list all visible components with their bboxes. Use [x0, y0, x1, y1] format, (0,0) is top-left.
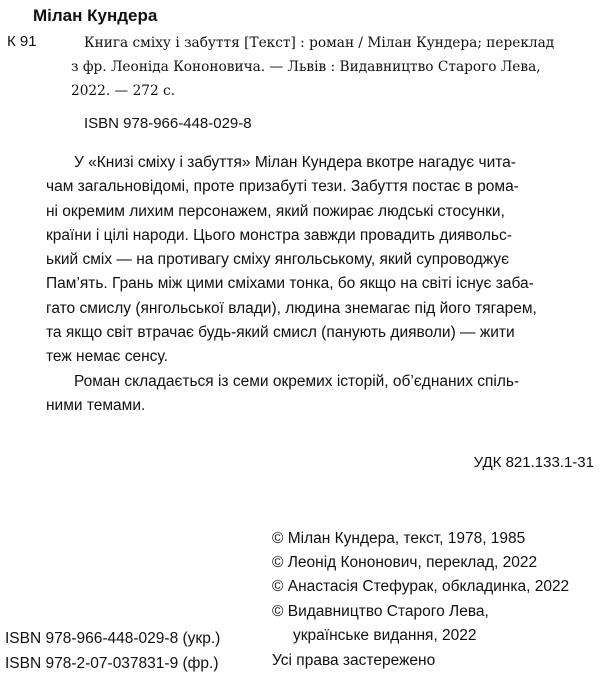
annotation-line: чам загальновідомі, проте призабуті тези. Забуття постає в рома-: [46, 178, 519, 196]
annotation-line: гато смислу (янгольської влади), людина знемагає під його тягарем,: [46, 299, 537, 317]
catalog-code: К 91: [7, 33, 37, 50]
author-name: Мілан Кундера: [33, 6, 158, 25]
bibliographic-line: Книга сміху і забуття [Текст] : роман / Мілан Кундера; переклад: [84, 35, 555, 51]
annotation-line: теж немає сенсу.: [46, 348, 168, 366]
copyright-line: © Видавництво Старого Лева,: [272, 602, 489, 620]
copyright-line: © Леонід Кононович, переклад, 2022: [272, 554, 538, 572]
annotation-line: ький сміх — на противагу сміху янгольському, який супроводжує: [46, 251, 510, 269]
isbn-list: [5, 627, 220, 676]
annotation-line: ними темами.: [46, 396, 146, 414]
all-rights-reserved: Усі права застережено: [272, 652, 436, 669]
bibliographic-line: 2022. — 272 с.: [71, 83, 176, 99]
udk-code: УДК 821.133.1-31: [473, 454, 594, 471]
annotation-line: Пам’ять. Грань між цими сміхами тонка, бо якщо на світі існує заба-: [46, 275, 534, 293]
copyright-line: © Анастасія Стефурак, обкладинка, 2022: [272, 578, 570, 596]
annotation-line: ні окремим лихим персонажем, який пожирає людські стосунки,: [46, 202, 505, 220]
annotation: [46, 151, 596, 418]
copyright-line: українське видання, 2022: [293, 626, 477, 644]
annotation-line: Роман складається із семи окремих історій, об’єднаних спіль-: [74, 372, 520, 390]
isbn-french: ISBN 978-2-07-037831-9 (фр.): [5, 654, 219, 672]
isbn-ukrainian: ISBN 978-966-448-029-8 (укр.): [5, 630, 221, 647]
annotation-line: країни і цілі народи. Цього монстра завжди провадить диявольс-: [46, 226, 512, 244]
copyright-block: [272, 527, 569, 648]
bibliographic-record: [71, 31, 594, 103]
bibliographic-line: з фр. Леоніда Кононовича. — Львів : Видавництво Старого Лева,: [71, 59, 541, 75]
annotation-line: та якщо світ втрачає будь-який смисл (панують дияволи) — жити: [46, 324, 515, 342]
catalog-isbn: ISBN 978-966-448-029-8: [84, 115, 252, 132]
annotation-line: У «Книзі сміху і забуття» Мілан Кундера вкотре нагадує чита-: [74, 154, 516, 171]
copyright-line: © Мілан Кундера, текст, 1978, 1985: [272, 530, 526, 547]
